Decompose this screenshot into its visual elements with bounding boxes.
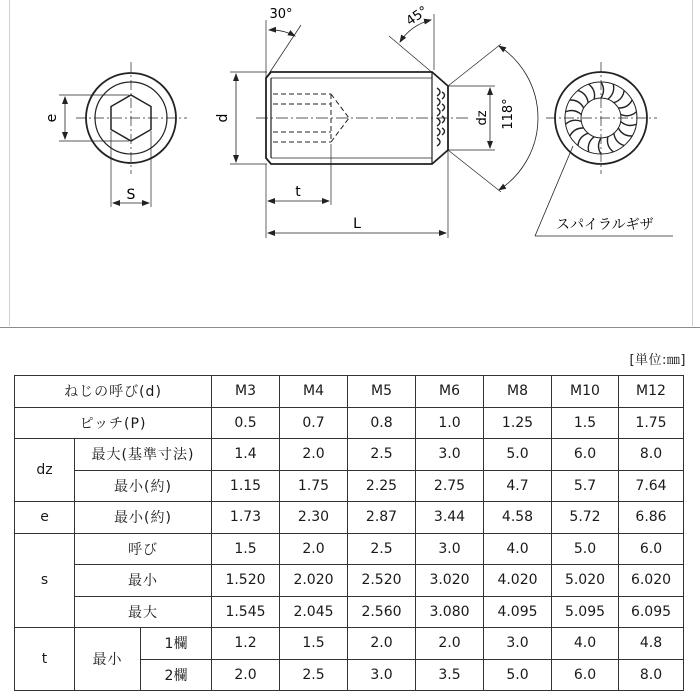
value-cell: 3.0 bbox=[416, 533, 484, 565]
value-cell: 3.080 bbox=[416, 596, 484, 628]
label-dz: dz bbox=[475, 110, 490, 126]
s-nominal-row bbox=[15, 533, 684, 565]
pitch-row bbox=[15, 407, 684, 439]
value-cell: 6.86 bbox=[619, 502, 684, 534]
header-label-cell: ねじの呼び(d) bbox=[15, 376, 212, 408]
value-cell: 5.0 bbox=[484, 659, 552, 691]
value-cell: 5.0 bbox=[552, 533, 619, 565]
value-cell: 2.0 bbox=[416, 628, 484, 660]
t-group-cell: t bbox=[15, 628, 75, 691]
t-col1-row bbox=[15, 628, 684, 660]
value-cell: 4.7 bbox=[484, 470, 552, 502]
value-cell: 0.5 bbox=[212, 407, 280, 439]
value-cell: 4.0 bbox=[484, 533, 552, 565]
value-cell: 1.73 bbox=[212, 502, 280, 534]
value-cell: 4.095 bbox=[484, 596, 552, 628]
label-t: t bbox=[295, 184, 301, 200]
section-divider bbox=[0, 327, 700, 328]
label-angle-45: 45° bbox=[403, 3, 432, 30]
value-cell: 1.75 bbox=[619, 407, 684, 439]
label-angle-30: 30° bbox=[269, 7, 293, 22]
value-cell: 8.0 bbox=[619, 659, 684, 691]
e-min-row bbox=[15, 502, 684, 534]
value-cell: 3.020 bbox=[416, 565, 484, 597]
s-max-row bbox=[15, 596, 684, 628]
value-cell: 2.0 bbox=[280, 533, 348, 565]
value-cell: 1.75 bbox=[280, 470, 348, 502]
value-cell: 2.560 bbox=[348, 596, 416, 628]
value-cell: 2.0 bbox=[348, 628, 416, 660]
label-d: d bbox=[215, 113, 231, 123]
value-cell: 3.44 bbox=[416, 502, 484, 534]
value-cell: 2.0 bbox=[280, 439, 348, 471]
value-cell: 1.4 bbox=[212, 439, 280, 471]
value-cell: 4.8 bbox=[619, 628, 684, 660]
value-cell: 1.5 bbox=[280, 628, 348, 660]
label-s: S bbox=[126, 187, 136, 203]
size-header-cell: M6 bbox=[416, 376, 484, 408]
dz-max-label-cell: 最大(基準寸法) bbox=[75, 439, 212, 471]
value-cell: 2.87 bbox=[348, 502, 416, 534]
value-cell: 1.0 bbox=[416, 407, 484, 439]
label-l: L bbox=[353, 216, 361, 232]
value-cell: 3.0 bbox=[348, 659, 416, 691]
size-header-cell: M10 bbox=[552, 376, 619, 408]
value-cell: 1.545 bbox=[212, 596, 280, 628]
end-view-spiral-serration bbox=[535, 62, 673, 236]
value-cell: 5.020 bbox=[552, 565, 619, 597]
value-cell: 6.020 bbox=[619, 565, 684, 597]
s-group-cell: s bbox=[15, 533, 75, 628]
value-cell: 4.0 bbox=[552, 628, 619, 660]
value-cell: 4.020 bbox=[484, 565, 552, 597]
s-min-label-cell: 最小 bbox=[75, 565, 212, 597]
value-cell: 3.0 bbox=[484, 628, 552, 660]
dz-min-row bbox=[15, 470, 684, 502]
e-group-cell: e bbox=[15, 502, 75, 534]
value-cell: 6.0 bbox=[552, 659, 619, 691]
t-min-label-cell: 最小 bbox=[75, 628, 141, 691]
value-cell: 0.7 bbox=[280, 407, 348, 439]
value-cell: 5.7 bbox=[552, 470, 619, 502]
side-view-screw bbox=[230, 14, 538, 238]
dz-group-cell: dz bbox=[15, 439, 75, 502]
dz-max-row bbox=[15, 439, 684, 471]
value-cell: 2.0 bbox=[212, 659, 280, 691]
value-cell: 1.2 bbox=[212, 628, 280, 660]
dz-min-label-cell: 最小(約) bbox=[75, 470, 212, 502]
value-cell: 1.520 bbox=[212, 565, 280, 597]
size-header-cell: M5 bbox=[348, 376, 416, 408]
t-col2-label-cell: 2欄 bbox=[141, 659, 212, 691]
size-header-cell: M3 bbox=[212, 376, 280, 408]
value-cell: 1.5 bbox=[212, 533, 280, 565]
value-cell: 6.095 bbox=[619, 596, 684, 628]
value-cell: 2.30 bbox=[280, 502, 348, 534]
label-e: e bbox=[44, 113, 60, 123]
label-angle-118: 118° bbox=[501, 98, 516, 130]
value-cell: 2.5 bbox=[348, 439, 416, 471]
value-cell: 3.5 bbox=[416, 659, 484, 691]
value-cell: 6.0 bbox=[619, 533, 684, 565]
spec-table bbox=[14, 375, 684, 691]
label-spiral-serration: スパイラルギザ bbox=[556, 217, 654, 233]
value-cell: 8.0 bbox=[619, 439, 684, 471]
value-cell: 5.0 bbox=[484, 439, 552, 471]
value-cell: 7.64 bbox=[619, 470, 684, 502]
value-cell: 2.020 bbox=[280, 565, 348, 597]
set-screw-drawing bbox=[10, 0, 692, 326]
t-col1-label-cell: 1欄 bbox=[141, 628, 212, 660]
value-cell: 5.72 bbox=[552, 502, 619, 534]
value-cell: 2.75 bbox=[416, 470, 484, 502]
s-nominal-label-cell: 呼び bbox=[75, 533, 212, 565]
drawing-panel bbox=[9, 0, 693, 326]
value-cell: 2.25 bbox=[348, 470, 416, 502]
value-cell: 0.8 bbox=[348, 407, 416, 439]
header-row bbox=[15, 376, 684, 408]
value-cell: 2.520 bbox=[348, 565, 416, 597]
value-cell: 5.095 bbox=[552, 596, 619, 628]
size-header-cell: M12 bbox=[619, 376, 684, 408]
end-view-hex-socket bbox=[59, 62, 187, 207]
value-cell: 2.5 bbox=[280, 659, 348, 691]
s-max-label-cell: 最大 bbox=[75, 596, 212, 628]
size-header-cell: M4 bbox=[280, 376, 348, 408]
e-min-label-cell: 最小(約) bbox=[75, 502, 212, 534]
value-cell: 1.5 bbox=[552, 407, 619, 439]
value-cell: 2.045 bbox=[280, 596, 348, 628]
unit-note: [単位:㎜] bbox=[629, 353, 686, 368]
value-cell: 3.0 bbox=[416, 439, 484, 471]
value-cell: 4.58 bbox=[484, 502, 552, 534]
value-cell: 1.15 bbox=[212, 470, 280, 502]
size-header-cell: M8 bbox=[484, 376, 552, 408]
value-cell: 2.5 bbox=[348, 533, 416, 565]
value-cell: 1.25 bbox=[484, 407, 552, 439]
pitch-label-cell: ピッチ(P) bbox=[15, 407, 212, 439]
value-cell: 6.0 bbox=[552, 439, 619, 471]
s-min-row bbox=[15, 565, 684, 597]
